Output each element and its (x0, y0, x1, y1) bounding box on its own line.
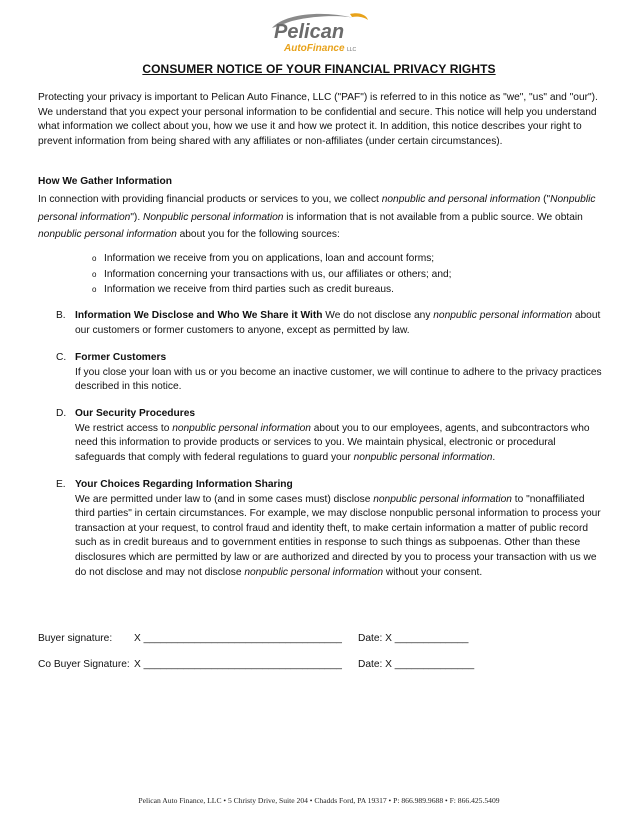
list-item: o Information concerning your transactions with us, our affiliates or others; and; (92, 267, 452, 283)
logo-suffix: LLC (347, 47, 357, 53)
sources-list (92, 251, 452, 298)
buyer-signature-field[interactable]: X ___________________________________ (134, 633, 342, 644)
section-letter: E. (56, 479, 66, 490)
logo-name: Pelican (274, 21, 345, 43)
section-b: B. Information We Disclose and Who We Share it With We do not disclose any nonpublic personal information about our customers or former customers to anyone, except as permitted by law. (56, 310, 601, 336)
cobuyer-signature-label: Co Buyer Signature: (38, 659, 130, 670)
cobuyer-signature-row (38, 659, 474, 670)
section-heading: Information We Disclose and Who We Share it With (75, 310, 323, 321)
section-heading: Former Customers (75, 352, 167, 363)
swoosh-accent-icon (350, 13, 368, 20)
section-d: D. Our Security Procedures We restrict access to nonpublic personal information about you to our employees, agents, and subcontractors who need this information to provide products or services to you. We maintain physical, electronic or procedural safeguards that comply with federal regulations to guard your nonpublic personal information. (56, 407, 602, 465)
list-item: o Information we receive from third parties such as credit bureaus. (92, 282, 452, 298)
section-letter: B. (56, 310, 66, 321)
bullet-icon: o (92, 285, 97, 294)
pelican-logo (262, 8, 374, 56)
bullet-icon: o (92, 254, 97, 263)
section-e: E. Your Choices Regarding Information Sharing We are permitted under law to (and in some cases must) disclose nonpublic personal information to "nonaffiliated third parties" in certain circumstances. For example, we may disclose nonpublic personal information to process your transaction at your request, to control fraud and identity theft, to make certain information a matter of public record such as in credit bureaus and to government entities in response to such things as subpoenas. Other than these disclosures which are permitted by law or are authorized and directed by you to process your transaction with us we do not disclose and may not disclose nonpublic personal information without your consent. (56, 479, 601, 578)
logo-sub: AutoFinance (284, 43, 345, 54)
page-footer: Pelican Auto Finance, LLC • 5 Christy Drive, Suite 204 • Chadds Ford, PA 19317 • P: 866.989.9688 • F: 866.425.5409 (138, 796, 500, 805)
intro-paragraph: Protecting your privacy is important to Pelican Auto Finance, LLC ("PAF") is referred to in this notice as "we", "us" and "our"). We understand that you expect your personal information to be confidential and secure. This notice will help you understand what information we collect about you, how we use it and how we protect it. In addition, this notice describes your right to prevent information from being shared with any affiliates or non-affiliates (under certain circumstances). (38, 92, 598, 147)
list-item: o Information we receive from you on applications, loan and account forms; (92, 251, 452, 267)
section-c: C. Former Customers If you close your loan with us or you become an inactive customer, we will continue to adhere to the privacy practices described in this notice. (56, 352, 602, 393)
buyer-date-field[interactable]: Date: X _____________ (358, 633, 469, 644)
page-title: CONSUMER NOTICE OF YOUR FINANCIAL PRIVACY RIGHTS (142, 62, 496, 76)
cobuyer-date-field[interactable]: Date: X ______________ (358, 659, 475, 670)
section-letter: C. (56, 352, 67, 363)
gather-paragraph: In connection with providing financial products or services to you, we collect nonpublic and personal information ("Nonpublic personal information"). Nonpublic personal information is information that is not available from a public source. We obtain nonpublic personal information about you for the following sources: (38, 194, 596, 240)
section-heading: Our Security Procedures (75, 408, 196, 419)
section-letter: D. (56, 408, 67, 419)
cobuyer-signature-field[interactable]: X ___________________________________ (134, 659, 342, 670)
section-heading: Your Choices Regarding Information Sharing (75, 479, 293, 490)
bullet-icon: o (92, 269, 97, 279)
gather-heading: How We Gather Information (38, 176, 172, 187)
buyer-signature-label: Buyer signature: (38, 633, 113, 644)
buyer-signature-row (38, 633, 468, 644)
